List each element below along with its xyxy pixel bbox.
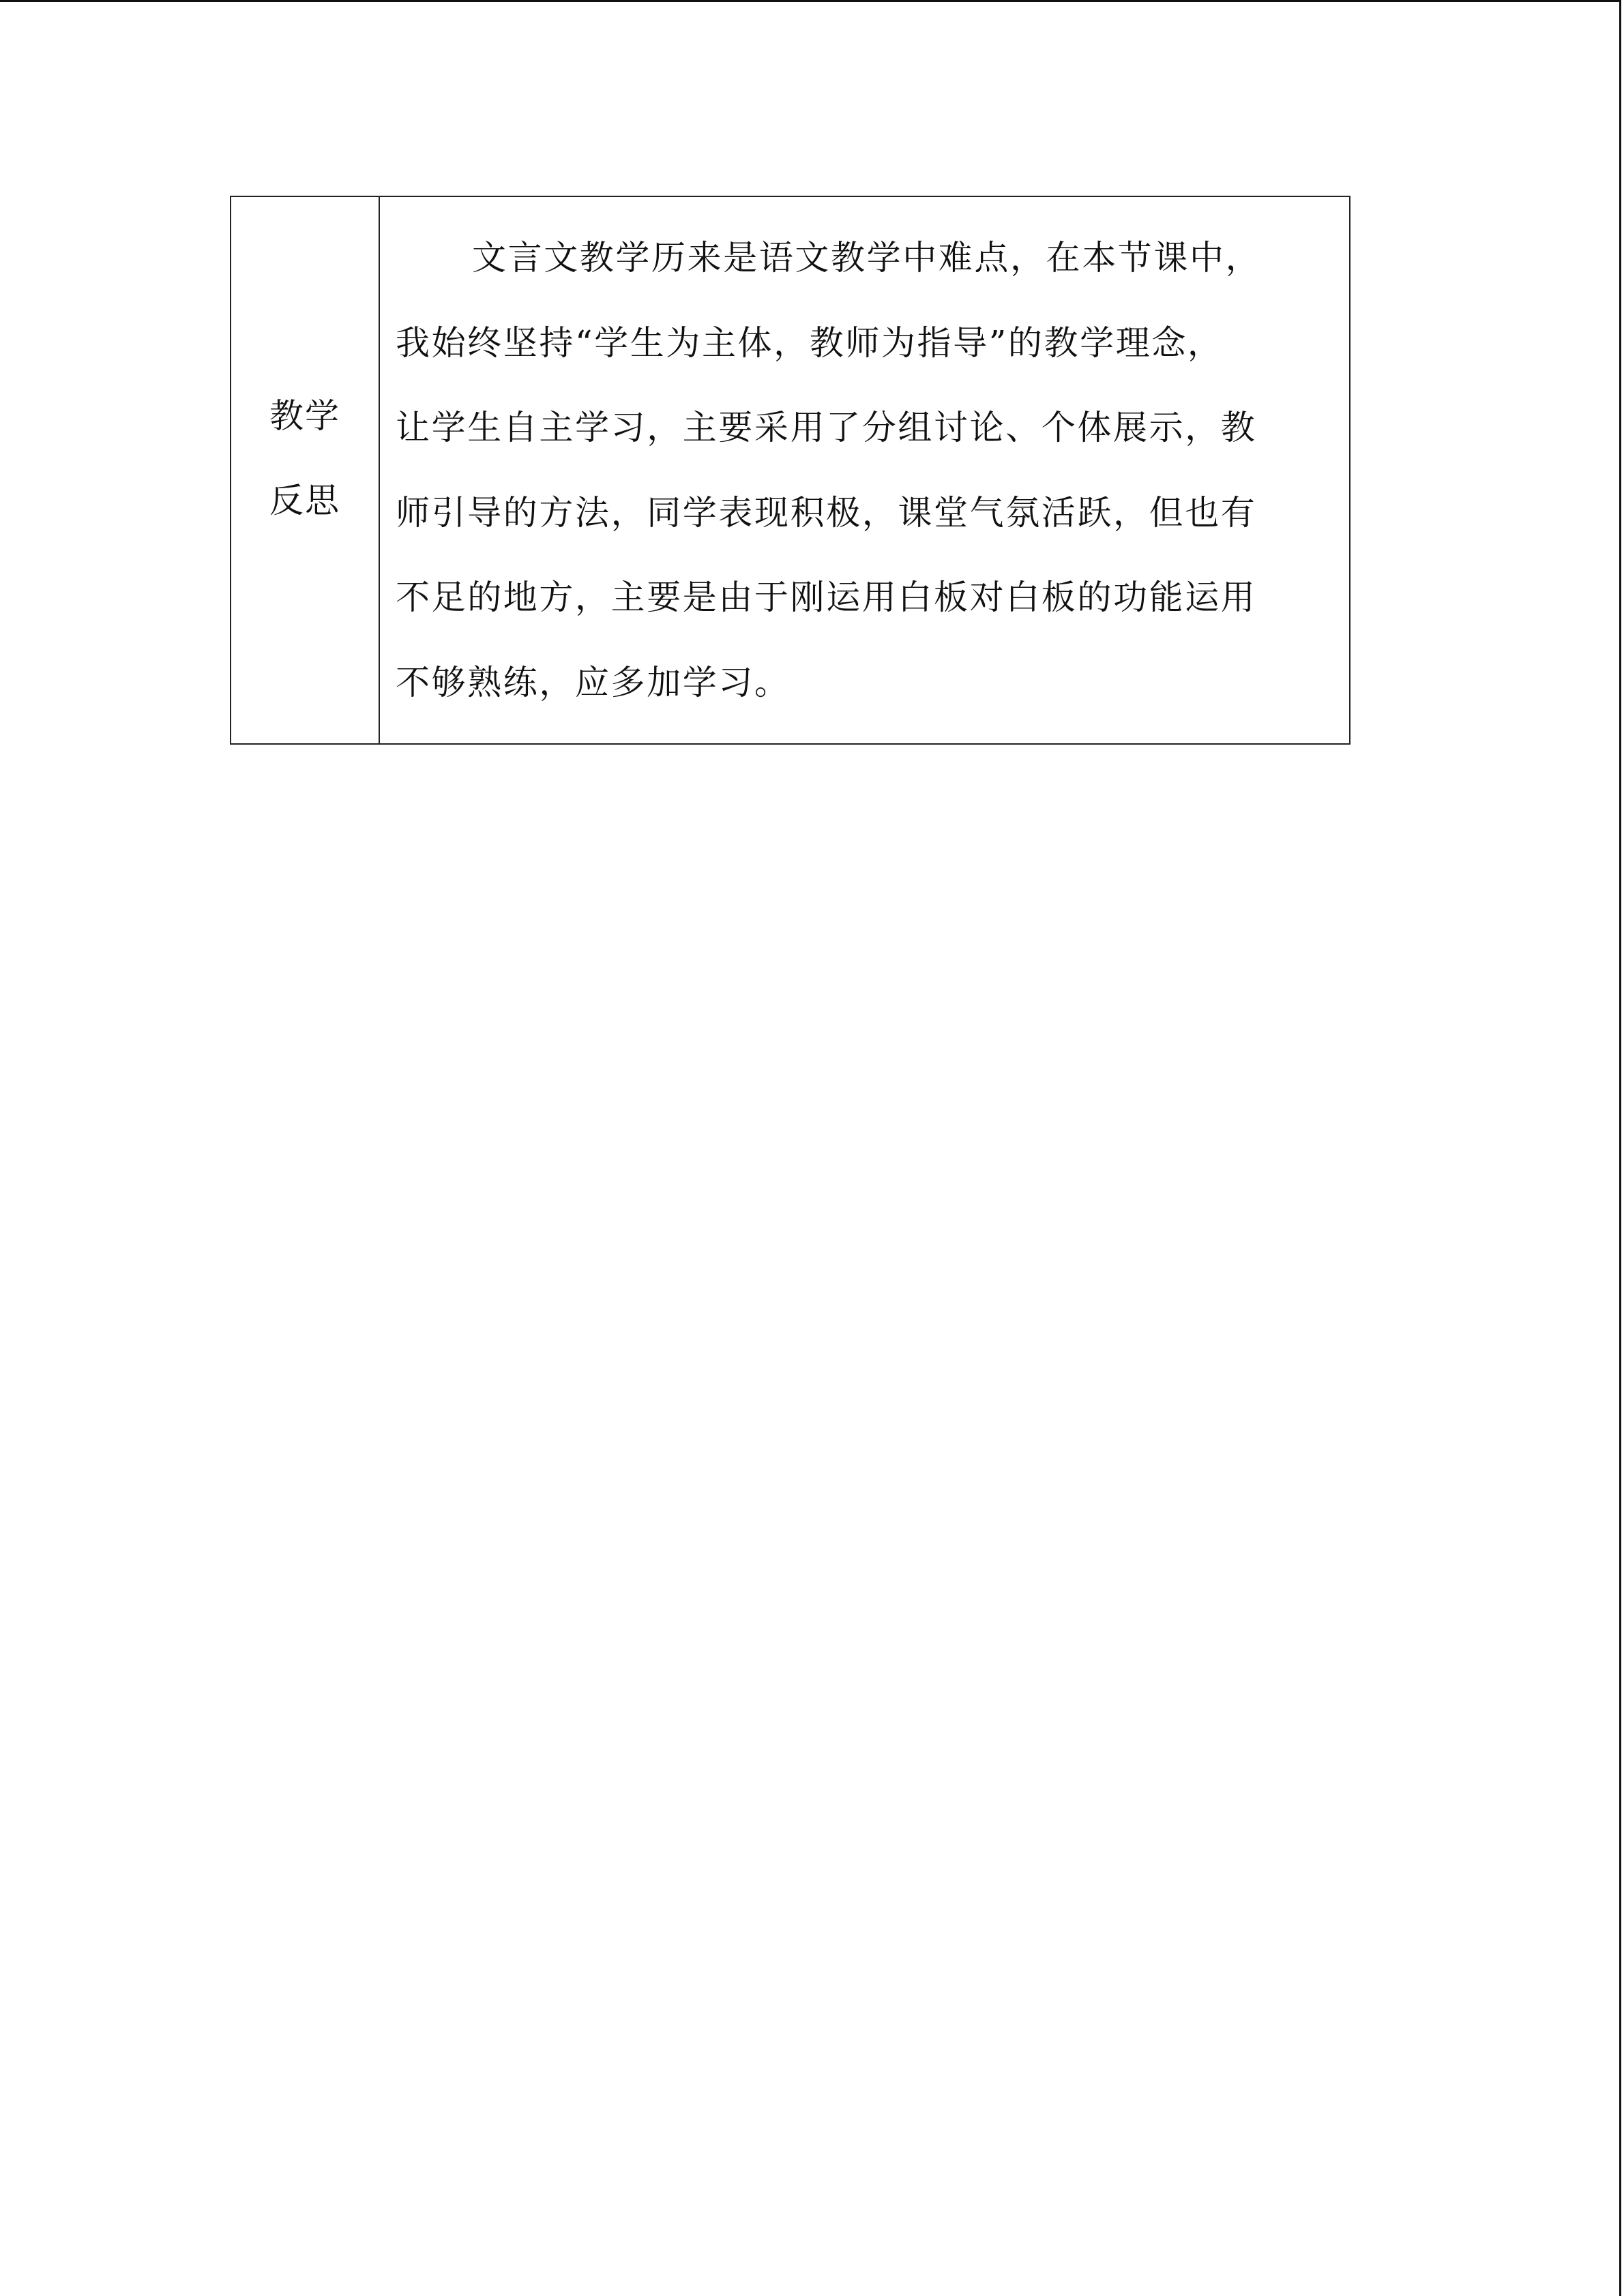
content-line-1: 文言文教学历来是语文教学中难点，在本节课中， bbox=[472, 238, 1262, 278]
row-label-cell bbox=[231, 197, 380, 743]
content-line-6: 不够熟练，应多加学习。 bbox=[396, 662, 791, 702]
teaching-reflection-table bbox=[230, 196, 1350, 745]
row-label-line-1: 教学 bbox=[269, 396, 340, 436]
reflection-content-cell bbox=[380, 197, 1349, 743]
content-line-4: 师引导的方法，同学表现积极，课堂气氛活跃，但也有 bbox=[396, 492, 1257, 533]
content-line-3: 让学生自主学习，主要采用了分组讨论、个体展示，教 bbox=[396, 408, 1257, 447]
content-line-5: 不足的地方，主要是由于刚运用白板对白板的功能运用 bbox=[396, 578, 1257, 617]
content-line-2: 我始终坚持“学生为主体，教师为指导”的教学理念， bbox=[396, 323, 1224, 363]
row-label-line-2: 反思 bbox=[269, 480, 340, 520]
